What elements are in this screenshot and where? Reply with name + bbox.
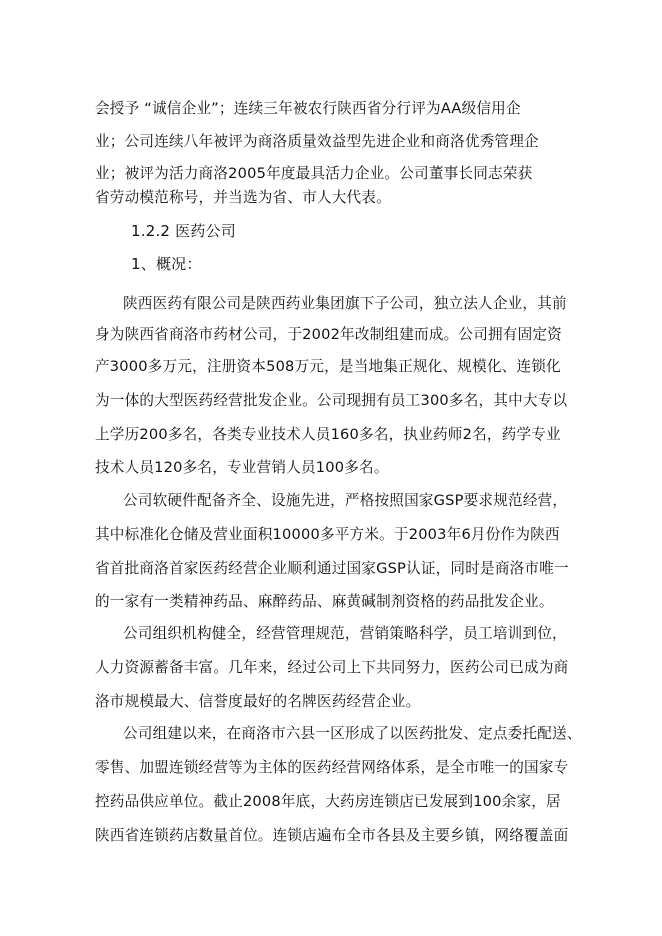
subsection-heading: 1、概况： — [131, 255, 202, 273]
paragraph-line: 陕西医药有限公司是陕西药业集团旗下子公司，独立法人企业，其前 — [123, 295, 567, 312]
paragraph-line: 控药品供应单位。截止2008年底，大药房连锁店已发展到100余家，居 — [95, 793, 561, 810]
paragraph-line: 公司组建以来，在商洛市六县一区形成了以医药批发、定点委托配送、 — [123, 725, 582, 742]
paragraph-line: 为一体的大型医药经营批发企业。公司现拥有员工300多名，其中大专以 — [95, 392, 568, 409]
paragraph-line: 身为陕西省商洛市药材公司，于2002年改制组建而成。公司拥有固定资 — [95, 326, 562, 343]
paragraph-line: 陕西省连锁药店数量首位。连锁店遍布全市各县及主要乡镇，网络覆盖面 — [95, 827, 569, 844]
text-line: 业；被评为活力商洛2005年度最具活力企业。公司董事长同志荣获 — [95, 165, 533, 182]
text-line: 会授予 “诚信企业”；连续三年被农行陕西省分行评为AA级信用企 — [95, 100, 521, 117]
text-line: 省劳动模范称号，并当选为省、市人大代表。 — [95, 189, 391, 206]
paragraph-line: 公司组织机构健全，经营管理规范，营销策略科学，员工培训到位， — [123, 625, 567, 642]
text-line: 业；公司连续八年被评为商洛质量效益型先进企业和商洛优秀管理企 — [95, 133, 539, 150]
paragraph-line: 洛市规模最大、信誉度最好的名牌医药经营企业。 — [95, 693, 421, 710]
section-heading: 1.2.2 医药公司 — [131, 222, 236, 240]
paragraph-line: 省首批商洛首家医药经营企业顺利通过国家GSP认证，同时是商洛市唯一 — [95, 560, 569, 577]
paragraph-line: 上学历200多名，各类专业技术人员160多名，执业药师2名，药学专业 — [95, 426, 561, 443]
paragraph-line: 的一家有一类精神药品、麻醉药品、麻黄碱制剂资格的药品批发企业。 — [95, 593, 554, 610]
paragraph-line: 人力资源蓄备丰富。几年来，经过公司上下共同努力，医药公司已成为商 — [95, 659, 569, 676]
paragraph-line: 公司软硬件配备齐全、设施先进，严格按照国家GSP要求规范经营， — [123, 492, 568, 509]
paragraph-line: 其中标准化仓储及营业面积10000多平方米。于2003年6月份作为陕西 — [95, 526, 560, 543]
paragraph-line: 零售、加盟连锁经营等为主体的医药经营网络体系，是全市唯一的国家专 — [95, 759, 569, 776]
paragraph-line: 产3000多万元，注册资本508万元，是当地集正规化、规模化、连锁化 — [95, 358, 561, 375]
paragraph-line: 技术人员120多名，专业营销人员100多名。 — [95, 459, 389, 476]
